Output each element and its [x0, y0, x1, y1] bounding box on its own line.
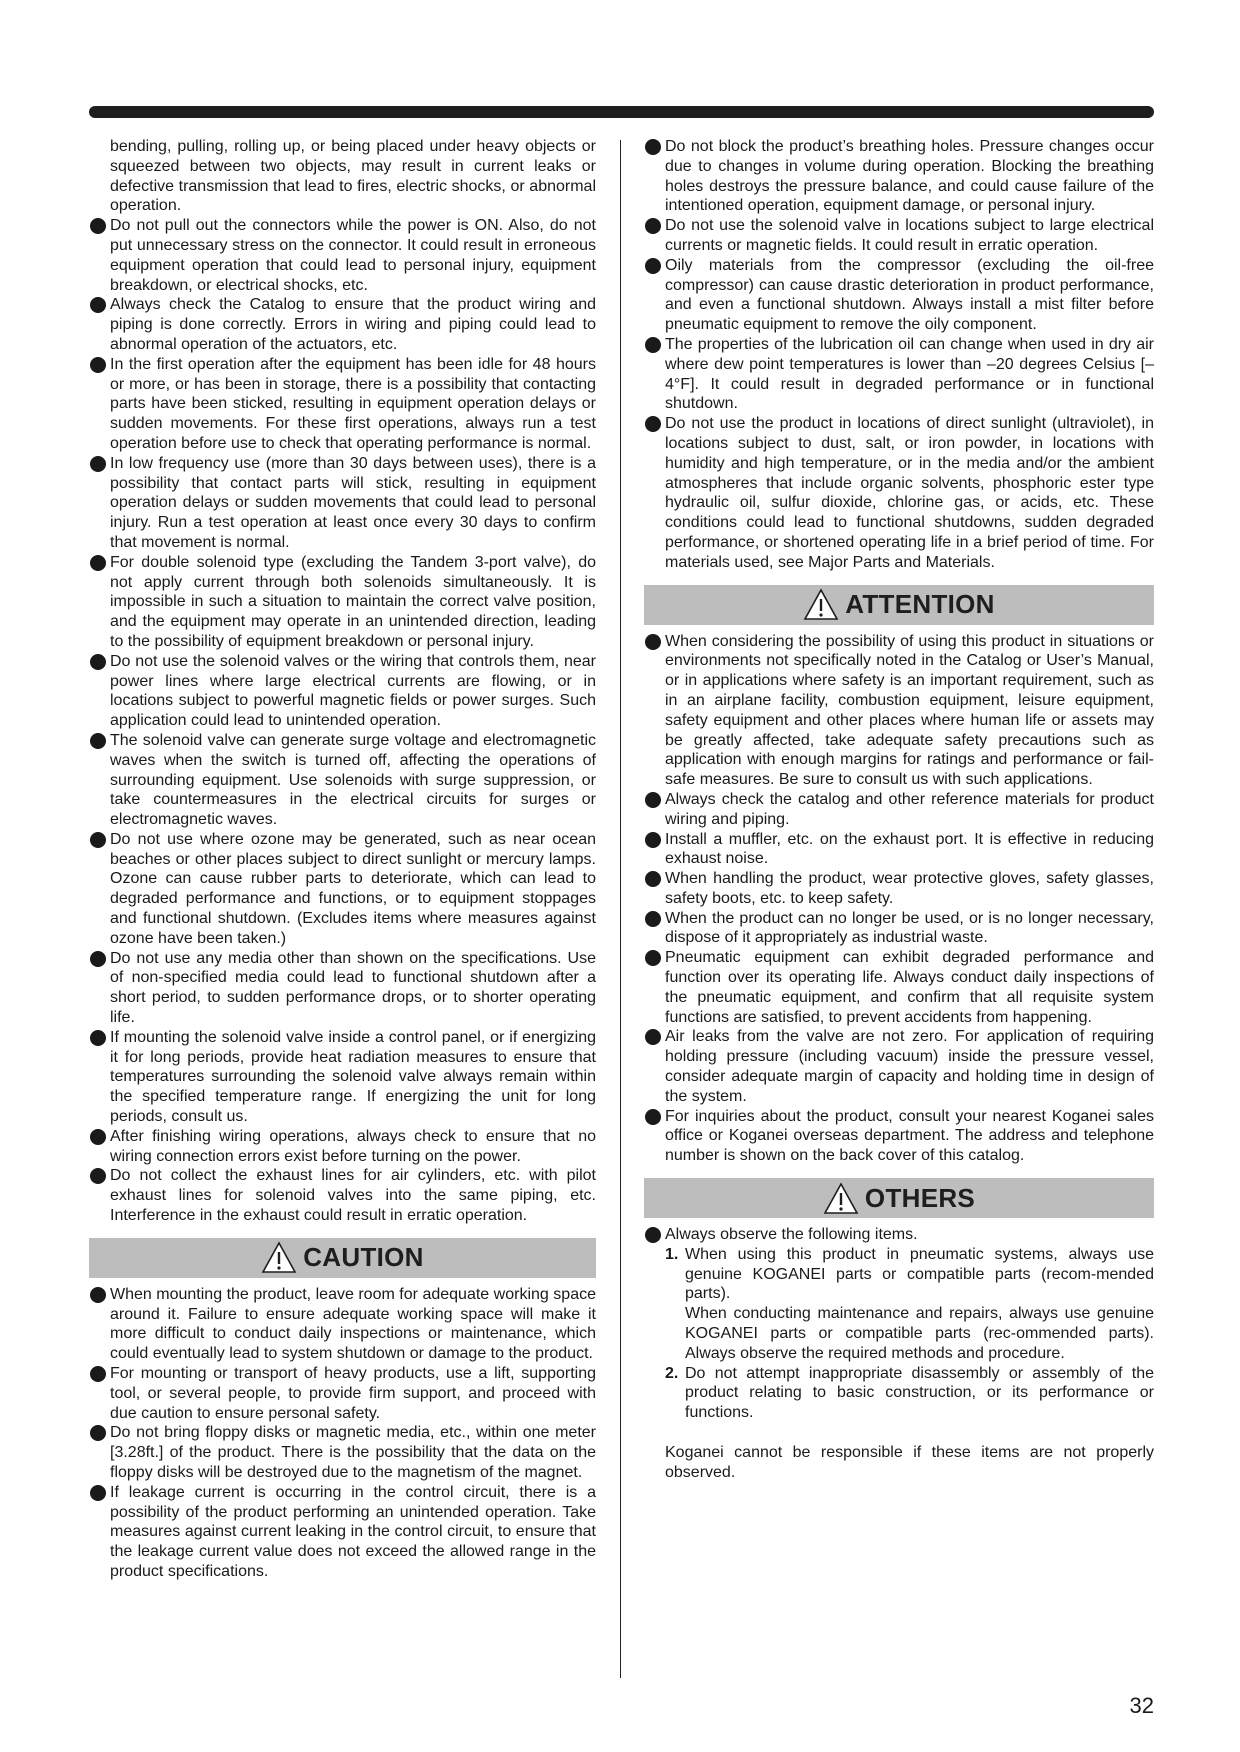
list-item	[644, 137, 1154, 216]
list-item	[644, 869, 1154, 909]
bullet-icon	[90, 832, 106, 848]
list-item-text: Always check the Catalog to ensure that the product wiring and piping is done correctly. Errors in wiring and piping could lead to abnormal operation of the actuators, etc.	[110, 296, 596, 353]
bullet-icon	[90, 555, 106, 571]
page-number: 32	[1129, 1693, 1154, 1718]
list-item-text: Install a muffler, etc. on the exhaust port. It is effective in reducing exhaust noise.	[665, 830, 1154, 868]
list-item-text: When mounting the product, leave room for adequate working space around it. Failure to ensure adequate working space will make it more difficult to conduct daily inspections or maintenance, which could eventually lead to system shutdown or damage to the product.	[110, 1285, 596, 1363]
disclaimer: Koganei cannot be responsible if these items are not properly observed.	[665, 1443, 1154, 1481]
warning-triangle-icon	[823, 1182, 859, 1215]
bullet-icon	[645, 950, 661, 966]
numbered-item-text: When using this product in pneumatic systems, always use genuine KOGANEI parts or compatible parts (recom-mended parts).	[685, 1245, 1154, 1303]
list-item-text: Do not bring floppy disks or magnetic media, etc., within one meter [3.28ft.] of the product. There is the possibility that the data on the floppy disks will be destroyed due to the magnetism of the magnet.	[110, 1424, 596, 1481]
bullet-icon	[645, 1109, 661, 1125]
header-bar	[89, 106, 1154, 118]
list-item-text: Pneumatic equipment can exhibit degraded performance and function over its operating life. Always conduct daily inspections of the pneumatic equipment, and confirm that all requisite system functions are satisfied, to prevent accidents from happening.	[665, 949, 1154, 1026]
bullet-icon	[90, 654, 106, 670]
list-item	[89, 1166, 596, 1225]
list-item-text: Do not use the solenoid valve in locations subject to large electrical currents or magnetic fields. It could result in erratic operation.	[665, 217, 1154, 254]
list-item	[89, 652, 596, 731]
list-item-text: For inquiries about the product, consult your nearest Koganei sales office or Koganei overseas department. The address and telephone number is shown on the back cover of this catalog.	[665, 1107, 1154, 1165]
list-item-text: When handling the product, wear protective gloves, safety glasses, safety boots, etc. to keep safety.	[665, 870, 1154, 907]
column-divider	[620, 140, 621, 1678]
list-item	[644, 909, 1154, 949]
left-column	[89, 137, 596, 1582]
bullet-icon	[645, 139, 661, 155]
bullet-icon	[90, 357, 106, 373]
bullet-icon	[645, 337, 661, 353]
list-item	[644, 414, 1154, 572]
list-item-text: Air leaks from the valve are not zero. For application of requiring holding pressure (including vacuum) inside the pressure vessel, consider adequate margin of capacity and holding time in design of the system.	[665, 1028, 1154, 1105]
bullet-icon	[645, 218, 661, 234]
numbered-item-1-extra: When conducting maintenance and repairs, always use genuine KOGANEI parts or compatible parts (rec-ommended parts). Always observe the required methods and procedure.	[685, 1305, 1154, 1362]
list-item	[89, 1285, 596, 1364]
list-item-text: In the first operation after the equipment has been idle for 48 hours or more, or has been in storage, there is a possibility that contacting parts have been sticked, resulting in equipment operation delays or sudden movements. For these first operations, always run a test operation before use to check that operating performance is normal.	[110, 355, 596, 452]
bullet-icon	[90, 297, 106, 313]
attention-title: ATTENTION	[845, 589, 995, 620]
bullet-icon	[645, 634, 661, 650]
bullet-icon	[90, 1287, 106, 1303]
warning-triangle-icon	[803, 588, 839, 621]
list-item	[89, 949, 596, 1028]
bullet-icon	[645, 1029, 661, 1045]
bullet-icon	[645, 832, 661, 848]
list-item	[89, 553, 596, 652]
list-item-text: For mounting or transport of heavy products, use a lift, supporting tool, or several people, to provide firm support, and proceed with due caution to ensure personal safety.	[110, 1365, 596, 1422]
list-item-text: If leakage current is occurring in the control circuit, there is a possibility of the product performing an unintended operation. Take measures against current leaking in the control circuit, to ensure that the leakage current value does not exceed the allowed range in the product specifications.	[110, 1483, 596, 1580]
item-number: 2.	[665, 1364, 679, 1382]
bullet-icon	[90, 1168, 106, 1184]
list-item	[644, 1027, 1154, 1106]
list-item-text: The solenoid valve can generate surge voltage and electromagnetic waves when the switch is turned off, affecting the operations of surrounding equipment. Use solenoids with surge suppression, or take countermeasures in the electrical circuits for surges or electromagnetic waves.	[110, 731, 596, 829]
list-item-text: Always check the catalog and other reference materials for product wiring and piping.	[665, 790, 1154, 828]
list-item-text: Do not use the product in locations of direct sunlight (ultraviolet), in locations subject to dust, salt, or iron powder, in locations with humidity and high temperature, or in the media and/or the ambient atmospheres that include organic solvents, phosphoric ester type hydraulic oil, sulfur dioxide, chlorine gas, or acids, etc. These conditions could lead to functional shutdowns, sudden degraded performance, or shortened operating life in a brief period of time. For materials used, see Major Parts and Materials.	[665, 415, 1154, 571]
list-item	[89, 1127, 596, 1167]
list-item-text: Do not use the solenoid valves or the wiring that controls them, near power lines where large electrical currents are flowing, or in locations subject to powerful magnetic fields or power surges. Such application could lead to unintended operation.	[110, 652, 596, 730]
bullet-icon	[90, 1129, 106, 1145]
list-item	[89, 1028, 596, 1127]
bullet-icon	[645, 911, 661, 927]
list-item-text: Do not pull out the connectors while the power is ON. Also, do not put unnecessary stress on the connector. It could result in erroneous equipment operation that could lead to personal injury, equipment breakdown, or electrical shocks, etc.	[110, 217, 596, 294]
bullet-icon	[645, 258, 661, 274]
list-item-text: After finishing wiring operations, always check to ensure that no wiring connection errors exist before turning on the power.	[110, 1127, 596, 1165]
list-item-text: When the product can no longer be used, or is no longer necessary, dispose of it appropriately as industrial waste.	[665, 909, 1154, 947]
bullet-icon	[90, 951, 106, 967]
right-column	[644, 137, 1154, 1482]
bullet-icon	[90, 1366, 106, 1382]
bullet-icon	[90, 456, 106, 472]
list-item-text: Do not use where ozone may be generated, such as near ocean beaches or other places subject to direct sunlight or mercury lamps. Ozone can cause rubber parts to deteriorate, which can lead to degraded performance and functions, or to equipment stoppages and functional shutdown. (Excludes items where measures against ozone have been taken.)	[110, 830, 596, 947]
list-item	[89, 1483, 596, 1582]
list-item-text: The properties of the lubrication oil can change when used in dry air where dew point temperatures is lower than –20 degrees Celsius [–4°F]. It could result in degraded performance or in functional shutdown.	[665, 335, 1154, 413]
attention-heading	[644, 585, 1154, 625]
list-item	[644, 335, 1154, 414]
continued-paragraph: bending, pulling, rolling up, or being placed under heavy objects or squeezed between two objects, may result in current leaks or defective transmission that lead to fires, electric shocks, or abnormal operation.	[110, 138, 596, 215]
list-item	[644, 1107, 1154, 1166]
others-intro-item	[644, 1225, 1154, 1245]
bullet-icon	[90, 218, 106, 234]
list-item	[89, 355, 596, 454]
list-item-text: Oily materials from the compressor (excluding the oil-free compressor) can cause drastic deterioration in product performance, and even a functional shutdown. Always install a mist filter before pneumatic equipment to remove the oily component.	[665, 256, 1154, 334]
list-item-text: When considering the possibility of using this product in situations or environments not specifically noted in the Catalog or User’s Manual, or in applications where safety is an important requirement, such as in an airplane facility, combustion equipment, leisure equipment, safety equipment and other places where human life or assets may be greatly affected, take adequate safety precautions such as application with enough margins for ratings and performance or fail-safe measures. Be sure to consult us with such applications.	[665, 632, 1154, 789]
list-item-text: Do not use any media other than shown on the specifications. Use of non-specified media could lead to functional shutdown after a short period, to sudden performance drops, or to shorter operating life.	[110, 949, 596, 1027]
list-item-text: If mounting the solenoid valve inside a control panel, or if energizing it for long periods, provide heat radiation measures to ensure that temperatures surrounding the solenoid valve always remain within the specified temperature range. If energizing the unit for long periods, consult us.	[110, 1028, 596, 1126]
list-item	[644, 256, 1154, 335]
list-item	[89, 295, 596, 354]
numbered-item-2	[644, 1364, 1154, 1423]
caution-title: CAUTION	[303, 1242, 424, 1273]
bullet-icon	[90, 1030, 106, 1046]
list-item-text: Do not block the product’s breathing holes. Pressure changes occur due to changes in volume during operation. Blocking the breathing holes destroys the pressure balance, and could cause failure of the intentioned operation, equipment damage, or personal injury.	[665, 138, 1154, 215]
others-heading	[644, 1178, 1154, 1218]
list-item	[89, 830, 596, 949]
list-item	[89, 216, 596, 295]
list-item	[644, 830, 1154, 870]
bullet-icon	[645, 792, 661, 808]
bullet-icon	[90, 1425, 106, 1441]
list-item-text: Do not collect the exhaust lines for air cylinders, etc. with pilot exhaust lines for solenoid valves into the same piping, etc. Interference in the exhaust could result in erratic operation.	[110, 1167, 596, 1225]
bullet-icon	[90, 733, 106, 749]
others-intro-text: Always observe the following items.	[665, 1226, 918, 1244]
item-number: 1.	[665, 1245, 679, 1263]
list-item	[89, 454, 596, 553]
list-item	[644, 790, 1154, 830]
list-item	[644, 632, 1154, 790]
caution-heading	[89, 1238, 596, 1278]
warning-triangle-icon	[261, 1241, 297, 1274]
bullet-icon	[90, 1485, 106, 1501]
others-title: OTHERS	[864, 1182, 976, 1213]
numbered-item-1	[644, 1245, 1154, 1304]
list-item	[89, 1364, 596, 1423]
numbered-item-text: Do not attempt inappropriate disassembly or assembly of the product relating to basic construction, or its performance or functions.	[685, 1364, 1154, 1422]
list-item	[89, 1423, 596, 1482]
bullet-icon	[645, 416, 661, 432]
list-item-text: In low frequency use (more than 30 days between uses), there is a possibility that contact parts will stick, resulting in equipment operation delays or sudden movements that could lead to personal injury. Run a test operation at least once every 30 days to confirm that movement is normal.	[110, 454, 596, 551]
bullet-icon	[645, 1227, 661, 1243]
bullet-icon	[645, 871, 661, 887]
list-item	[644, 948, 1154, 1027]
list-item	[89, 731, 596, 830]
list-item-text: For double solenoid type (excluding the Tandem 3-port valve), do not apply current through both solenoids simultaneously. It is impossible in such a situation to maintain the correct valve position, and the equipment may operate in an unintended direction, leading to the possibility of equipment breakdown or personal injury.	[110, 553, 596, 650]
list-item	[644, 216, 1154, 256]
